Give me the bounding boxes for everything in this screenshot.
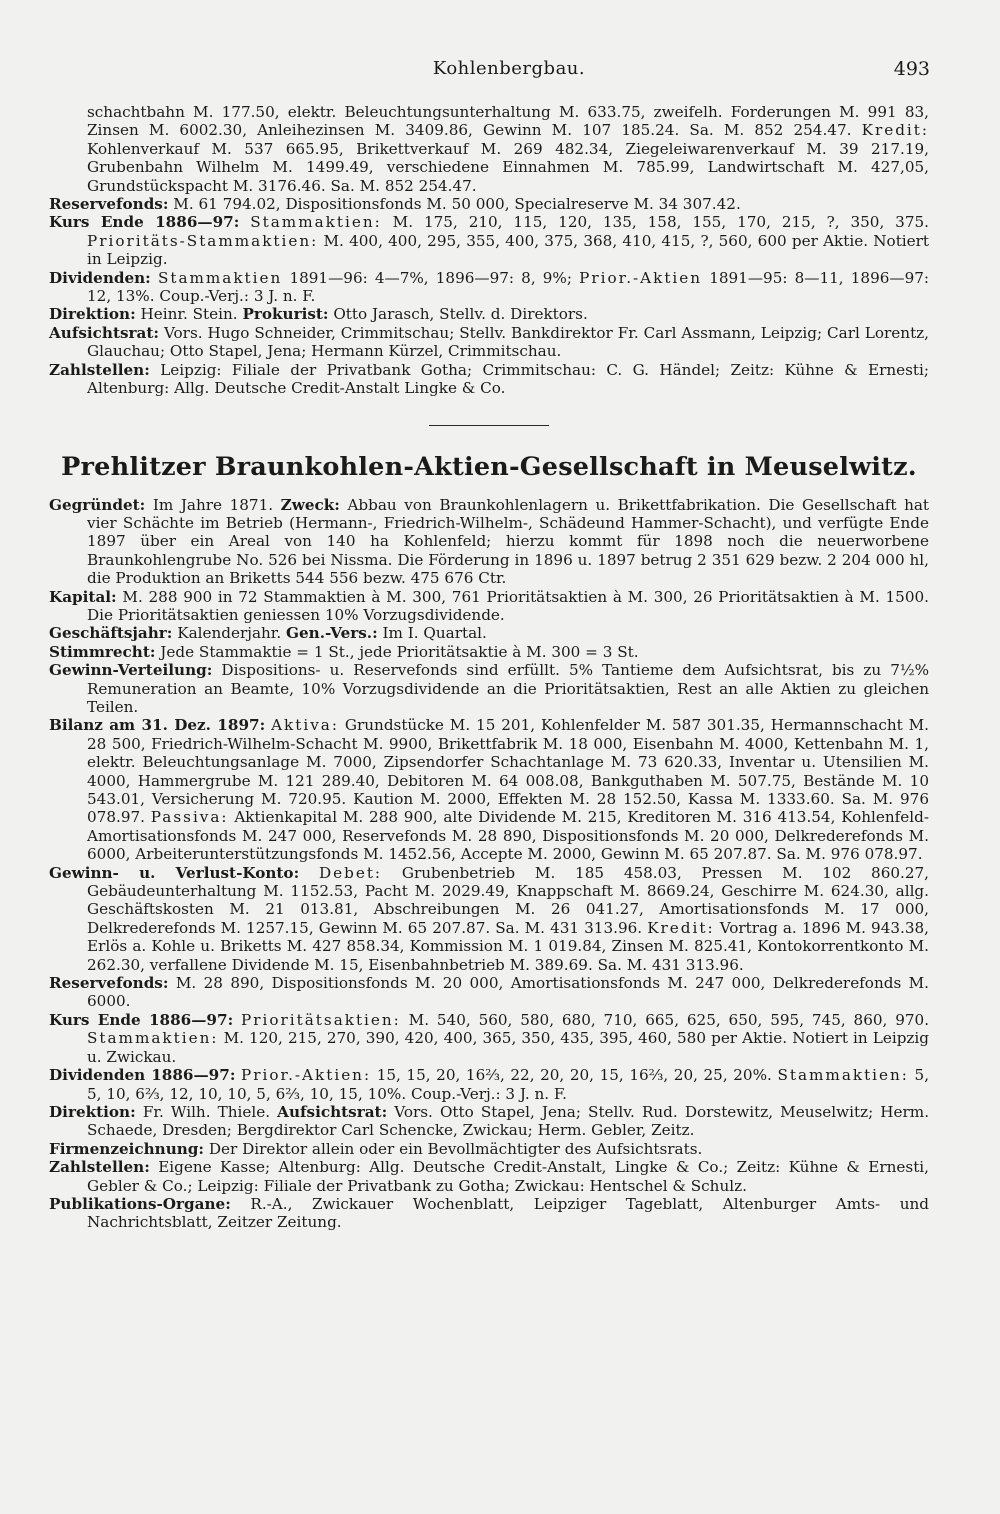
page-number: 493 <box>893 58 930 80</box>
direktion-aufsichtsrat: Direktion: Fr. Wilh. Thiele. Aufsichtsrat: Vors. Otto Stapel, Jena; Stellv. Rud. Dorstewitz, Meuselwitz; Herm. Schaede, Dresden; Bergdirektor Carl Schencke, Zwickau; Herm. Gebler, Zeitz. <box>49 1102 930 1140</box>
reservefonds: Reservefonds: M. 28 890, Dispositionsfonds M. 20 000, Amortisationsfonds M. 247 000, Delkrederefonds M. 6000. <box>49 974 930 1011</box>
dividenden: Dividenden 1886—97: Prior.-Aktien: 15, 15, 20, 16⅔, 22, 20, 20, 15, 16⅔, 20, 25, 20%. Stammaktien: 5, 5, 10, 6⅔, 12, 10, 10, 5, 6⅔, 10, 15, 10%. Coup.-Verj.: 3 J. n. F. <box>49 1066 930 1103</box>
prev-zahlstellen: Zahlstellen: Leipzig: Filiale der Privatbank Gotha; Crimmitschau: C. G. Händel; Zeitz: Kühne & Ernesti; Altenburg: Allg. Deutsche Credit-Anstalt Lingke & Co. <box>49 360 930 398</box>
kurs: Kurs Ende 1886—97: Prioritätsaktien: M. 540, 560, 580, 680, 710, 665, 625, 650, 595, 745, 860, 970. Stammaktien: M. 120, 215, 270, 390, 420, 400, 365, 350, 435, 395, 460, 580 per Aktie. Notiert in Leipzig u. Zwickau. <box>49 1010 930 1066</box>
running-head <box>88 58 930 82</box>
gewinn-verlust-konto: Gewinn- u. Verlust-Konto: Debet: Grubenbetrieb M. 185 458.03, Pressen M. 102 860.27, Gebäudeunterhaltung M. 1152.53, Pacht M. 2029.49, Knappschaft M. 8669.24, Geschirre M. 624.30, allg. Geschäftskosten M. 21 013.81, Abschreibungen M. 26 041.27, Amortisationsfonds M. 17 000, Delkrederefonds M. 1257.15, Gewinn M. 65 207.87. Sa. M. 431 313.96. Kredit: Vortrag a. 1896 M. 943.38, Erlös a. Kohle u. Briketts M. 427 858.34, Kommission M. 1 019.84, Zinsen M. 825.41, Kontokorrentkonto M. 262.30, verfallene Dividende M. 15, Eisenbahnbetrieb M. 389.69. Sa. M. 431 313.96. <box>49 863 930 974</box>
prev-kurs: Kurs Ende 1886—97: Stammaktien: M. 175, 210, 115, 120, 135, 158, 155, 170, 215, ?, 350, 375. Prioritäts-Stammaktien: M. 400, 400, 295, 355, 400, 375, 368, 410, 415, ?, 560, 600 per Aktie. Notiert in Leipzig. <box>49 213 930 269</box>
kredit-label: Kredit: <box>861 121 929 140</box>
prev-dividenden: Dividenden: Stammaktien 1891—96: 4—7%, 1896—97: 8, 9%; Prior.-Aktien 1891—95: 8—11, 1896—97: 12, 13%. Coup.-Verj.: 3 J. n. F. <box>49 268 930 306</box>
bilanz: Bilanz am 31. Dez. 1897: Aktiva: Grundstücke M. 15 201, Kohlenfelder M. 587 301.35, Hermannschacht M. 28 500, Friedrich-Wilhelm-Schacht M. 9900, Brikettfabrik M. 18 000, Eisenbahn M. 4000, Kettenbahn M. 1, elektr. Beleuchtungsanlage M. 7000, Zipsendorfer Schachtanlage M. 73 620.33, Inventar u. Utensilien M. 4000, Hammergrube M. 121 289.40, Debitoren M. 64 008.08, Bankguthaben M. 507.75, Bestände M. 10 543.01, Versicherung M. 720.95. Kaution M. 2000, Effekten M. 28 152.50, Kassa M. 1333.60. Sa. M. 976 078.97. Passiva: Aktienkapital M. 288 900, alte Dividende M. 215, Kreditoren M. 316 413.54, Kohlenfeld-Amortisationsfonds M. 247 000, Reservefonds M. 28 890, Dispositionsfonds M. 20 000, Delkrederefonds M. 6000, Arbeiterunterstützungsfonds M. 1452.56, Accepte M. 2000, Gewinn M. 65 207.87. Sa. M. 976 078.97. <box>49 716 930 864</box>
gewinn-verteilung: Gewinn-Verteilung: Dispositions- u. Reservefonds sind erfüllt. 5% Tantieme dem Aufsichtsrat, bis zu 7½% Remuneration an Beamte, 10% Vorzugsdividende an die Prioritätsaktien, Rest an alle Aktien zu gleichen Teilen. <box>49 661 930 716</box>
geschaeftsjahr: Geschäftsjahr: Kalenderjahr. Gen.-Vers.: Im I. Quartal. <box>49 624 487 643</box>
running-title: Kohlenbergbau. <box>432 58 586 79</box>
prev-balance-text: schachtbahn M. 177.50, elektr. Beleuchtungsunterhaltung M. 633.75, zweifelh. Forderungen M. 991 83, Zinsen M. 6002.30, Anleihezinsen M. 3409.86, Gewinn M. 107 185.24. Sa. M. 852 254.47. Kredit: Kohlenverkauf M. 537 665.95, Brikettverkauf M. 269 482.34, Ziegeleiwarenverkauf M. 39 217.19, Grubenbahn Wilhelm M. 1499.49, verschiedene Einnahmen M. 785.99, Landwirtschaft M. 427,05, Grundstückspacht M. 3176.46. Sa. M. 852 254.47. <box>87 103 929 195</box>
zahlstellen: Zahlstellen: Eigene Kasse; Altenburg: Allg. Deutsche Credit-Anstalt, Lingke & Co.; Zeitz: Kühne & Ernesti, Gebler & Co.; Leipzig: Filiale der Privatbank zu Gotha; Zwickau: Hentschel & Schulz. <box>49 1158 929 1195</box>
gegruendet-zweck: Gegründet: Im Jahre 1871. Zweck: Abbau von Braunkohlenlagern u. Brikettfabrikation. Die Gesellschaft hat vier Schächte im Betrieb (Hermann-, Friedrich-Wilhelm-, Schädeund Hammer-Schacht), und verfügte Ende 1897 über ein Areal von 140 ha Kohlenfeld; hierzu kommt für 1898 noch die neuerworbene Braunkohlengrube No. 526 bei Nissma. Die Förderung in 1896 u. 1897 betrug 2 351 629 bezw. 2 204 000 hl, die Produktion an Briketts 544 556 bezw. 475 676 Ctr. <box>49 495 930 588</box>
company-heading: Prehlitzer Braunkohlen-Aktien-Gesellschaft in Meuselwitz. <box>61 451 917 482</box>
section-divider <box>429 425 549 426</box>
publikations-organe: Publikations-Organe: R.-A., Zwickauer Wochenblatt, Leipziger Tageblatt, Altenburger Amts- und Nachrichtsblatt, Zeitzer Zeitung. <box>49 1194 929 1232</box>
stimmrecht: Stimmrecht: Jede Stammaktie = 1 St., jede Prioritätsaktie à M. 300 = 3 St. <box>49 642 639 661</box>
prev-reservefonds: Reservefonds: M. 61 794.02, Dispositionsfonds M. 50 000, Specialreserve M. 34 307.42. <box>49 195 741 214</box>
prev-direktion: Direktion: Heinr. Stein. Prokurist: Otto Jarasch, Stellv. d. Direktors. <box>49 305 588 324</box>
prev-aufsichtsrat: Aufsichtsrat: Vors. Hugo Schneider, Crimmitschau; Stellv. Bankdirektor Fr. Carl Assmann, Leipzig; Carl Lorentz, Glauchau; Otto Stapel, Jena; Hermann Kürzel, Crimmitschau. <box>49 323 929 361</box>
kapital: Kapital: M. 288 900 in 72 Stammaktien à M. 300, 761 Prioritätsaktien à M. 300, 26 Prioritätsaktien à M. 1500. Die Prioritätsaktien geniessen 10% Vorzugsdividende. <box>49 587 929 624</box>
firmenzeichnung: Firmenzeichnung: Der Direktor allein oder ein Bevollmächtigter des Aufsichtsrats. <box>49 1139 703 1158</box>
page-body <box>49 103 929 1232</box>
